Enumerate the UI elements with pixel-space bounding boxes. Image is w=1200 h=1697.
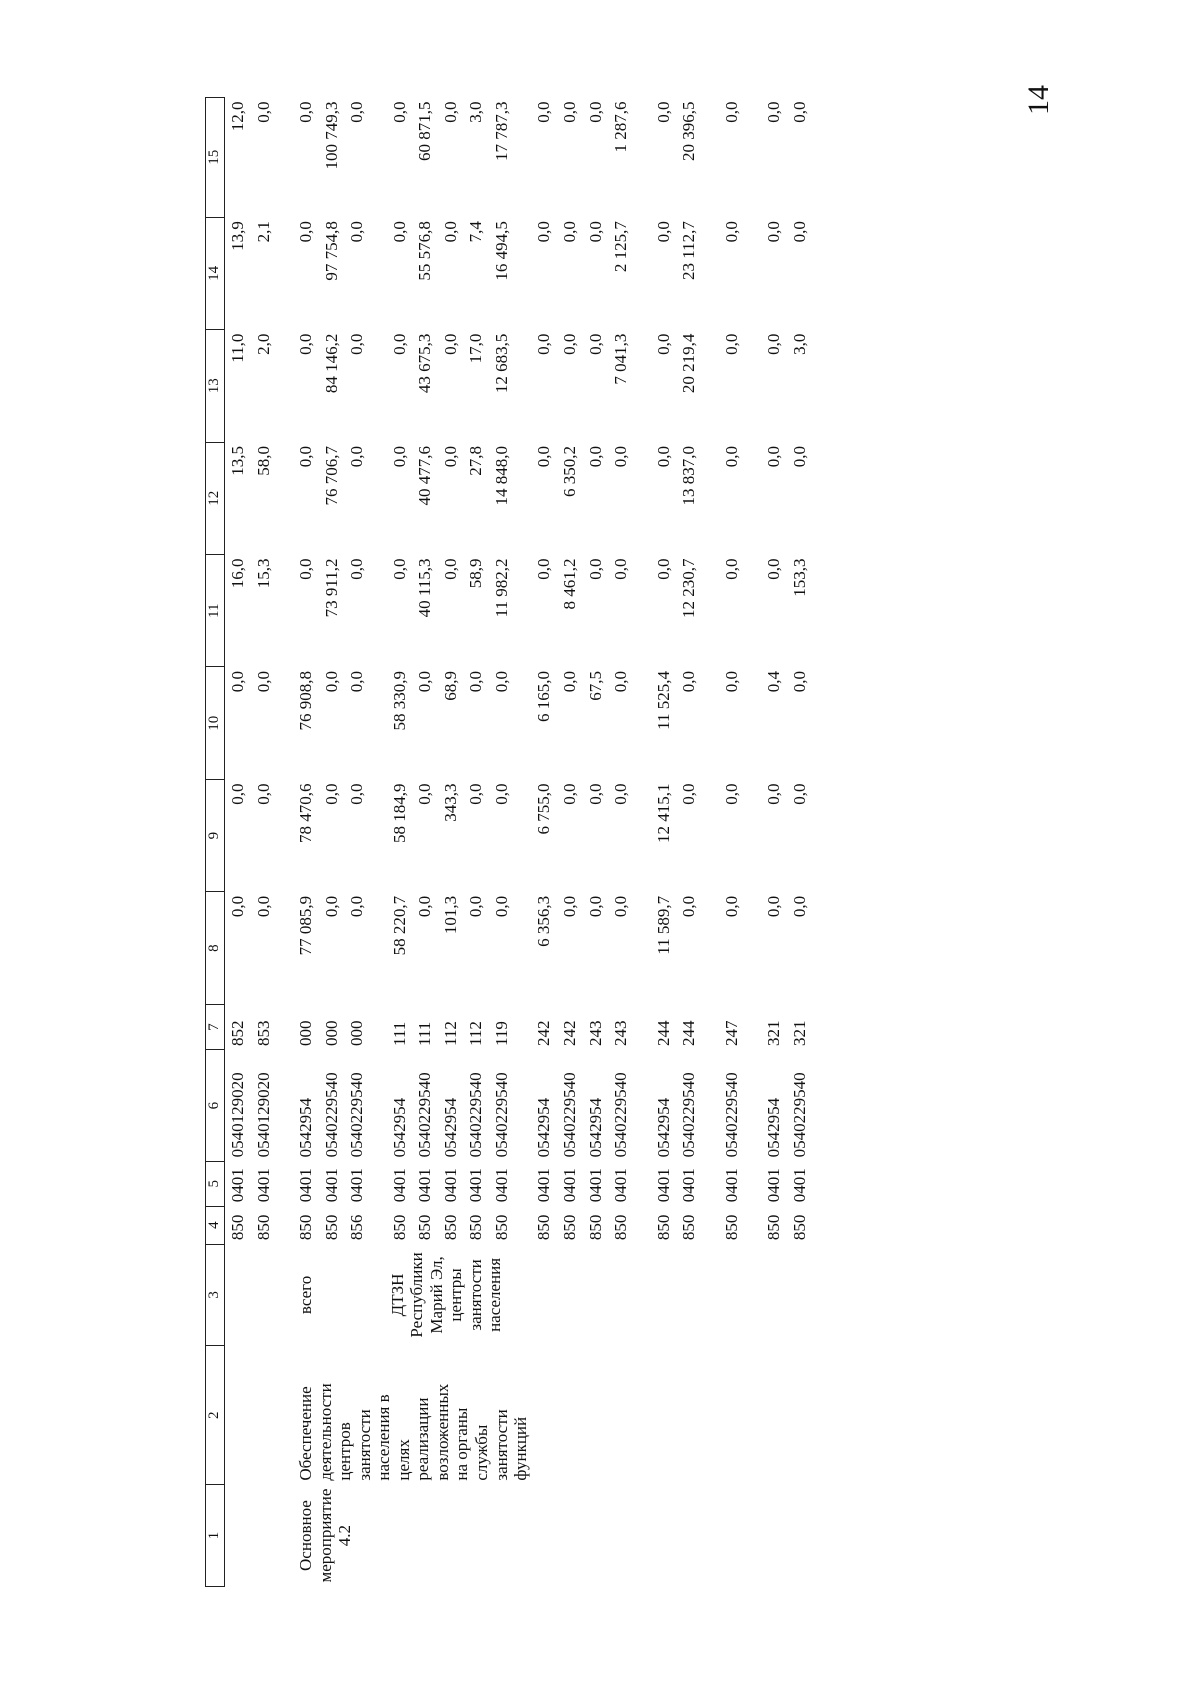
value-cell: 0,0 (347, 895, 367, 918)
value-cell: 12 415,1 (653, 783, 673, 843)
section-code: 0401 (764, 1168, 784, 1203)
value-cell: 6 350,2 (560, 446, 580, 498)
empty-cell (225, 1346, 277, 1485)
expense-type: 242 (560, 1020, 580, 1046)
value-cell: 0,0 (789, 783, 809, 805)
section-code: 0401 (491, 1168, 511, 1203)
value-cell: 67,5 (585, 670, 605, 701)
measure-name-line: деятельности (315, 1383, 335, 1481)
value-cell: 343,3 (440, 783, 460, 822)
value-cell: 27,8 (466, 446, 486, 476)
value-cell: 0,0 (347, 670, 367, 693)
column-header: 5 (206, 1161, 225, 1206)
target-article: 0540129020 (228, 1072, 247, 1158)
expense-type: 242 (534, 1020, 554, 1046)
value-cell: 101,3 (440, 895, 460, 935)
value-cell: 0,0 (389, 221, 409, 243)
value-cell: 0,0 (347, 558, 367, 580)
target-article: 0540229540 (466, 1072, 486, 1158)
value-cell: 0,0 (228, 783, 247, 805)
value-cell: 17 787,3 (491, 101, 511, 161)
value-cell: 16,0 (228, 558, 247, 589)
measure-name-line: занятости (354, 1409, 374, 1481)
value-cell: 0,0 (789, 895, 809, 918)
expense-type: 243 (585, 1020, 605, 1046)
value-cell: 0,0 (585, 101, 605, 123)
value-cell: 0,0 (534, 101, 554, 123)
column-header: 2 (206, 1346, 225, 1485)
target-article: 0542954 (296, 1097, 316, 1158)
value-cell: 0,0 (789, 221, 809, 243)
executor-line: центры (446, 1268, 466, 1322)
target-article: 0540229540 (679, 1072, 699, 1158)
value-cell: 0,0 (764, 895, 784, 918)
expense-type: 111 (415, 1021, 435, 1046)
value-cell: 77 085,9 (296, 895, 316, 956)
value-cell: 153,3 (789, 558, 809, 597)
value-cell: 0,0 (296, 101, 316, 123)
value-cell: 0,0 (764, 783, 784, 805)
value-cell: 58 330,9 (389, 670, 409, 731)
value-cell: 20 219,4 (679, 333, 699, 394)
column-header: 15 (206, 98, 225, 218)
section-code: 0401 (321, 1168, 341, 1203)
value-cell: 13 837,0 (679, 446, 699, 506)
value-cell: 0,0 (653, 558, 673, 580)
expense-type: 321 (789, 1020, 809, 1046)
expense-type: 852 (228, 1020, 247, 1046)
grbs-code: 850 (764, 1214, 784, 1241)
value-cell: 0,0 (491, 895, 511, 918)
expense-type: 000 (296, 1020, 316, 1046)
grbs-code: 850 (389, 1214, 409, 1241)
value-cell: 0,0 (389, 558, 409, 580)
value-cell: 0,0 (534, 333, 554, 355)
column-header: 10 (206, 667, 225, 779)
value-cell: 0,0 (389, 333, 409, 355)
expense-type: 321 (764, 1020, 784, 1046)
value-cell: 0,0 (296, 558, 316, 580)
value-cell: 0,0 (389, 101, 409, 123)
value-cell: 0,0 (253, 783, 273, 805)
expense-type: 112 (440, 1021, 460, 1046)
value-cell: 12,0 (228, 101, 247, 132)
value-cell: 0,0 (491, 670, 511, 693)
grbs-code: 850 (228, 1214, 247, 1241)
value-cell: 6 356,3 (534, 895, 554, 947)
expense-type: 244 (653, 1020, 673, 1046)
value-cell: 0,0 (466, 783, 486, 805)
value-cell: 0,0 (721, 783, 741, 805)
value-cell: 0,0 (679, 783, 699, 805)
column-header: 3 (206, 1244, 225, 1346)
measure-label: Основное мероприятие 4.2 (296, 1488, 355, 1583)
grbs-code: 850 (653, 1214, 673, 1241)
value-cell: 0,0 (721, 446, 741, 468)
grbs-code: 850 (321, 1214, 341, 1241)
expense-type: 119 (491, 1021, 511, 1046)
section-code: 0401 (389, 1168, 409, 1203)
value-cell: 0,0 (466, 895, 486, 918)
column-header: 13 (206, 330, 225, 442)
table-row (276, 98, 319, 1587)
value-cell: 0,0 (253, 101, 273, 123)
target-article: 0542954 (389, 1097, 409, 1158)
grbs-code: 850 (611, 1214, 631, 1241)
value-cell: 100 749,3 (321, 101, 341, 170)
column-header: 1 (206, 1485, 225, 1587)
value-cell: 0,0 (253, 895, 273, 918)
value-cell: 0,0 (440, 333, 460, 355)
table-body (225, 98, 813, 1587)
value-cell: 0,0 (560, 895, 580, 918)
value-cell: 0,0 (296, 333, 316, 355)
grbs-code: 850 (560, 1214, 580, 1241)
value-cell: 0,0 (440, 221, 460, 243)
value-cell: 58 220,7 (389, 895, 409, 956)
section-code: 0401 (585, 1168, 605, 1203)
value-cell: 0,0 (228, 895, 247, 918)
value-cell: 0,0 (585, 221, 605, 243)
value-cell: 0,0 (653, 221, 673, 243)
target-article: 0540229540 (611, 1072, 631, 1158)
value-cell: 0,0 (585, 783, 605, 805)
expense-type: 247 (721, 1020, 741, 1046)
value-cell: 23 112,7 (679, 221, 699, 280)
value-cell: 55 576,8 (415, 221, 435, 281)
value-cell: 0,0 (764, 558, 784, 580)
expense-type: 244 (679, 1020, 699, 1046)
empty-cell (225, 1485, 277, 1587)
value-cell: 0,0 (611, 895, 631, 918)
value-cell: 15,3 (253, 558, 273, 589)
value-cell: 0,0 (347, 783, 367, 805)
value-cell: 0,0 (585, 333, 605, 355)
value-cell: 6 755,0 (534, 783, 554, 835)
value-cell: 58 184,9 (389, 783, 409, 843)
value-cell: 0,0 (560, 101, 580, 123)
value-cell: 11 525,4 (653, 670, 673, 730)
value-cell: 0,0 (347, 333, 367, 355)
value-cell: 0,0 (721, 670, 741, 693)
executor-line: Республики (407, 1252, 427, 1338)
grbs-code: 850 (440, 1214, 460, 1241)
value-cell: 11 589,7 (653, 895, 673, 955)
measure-name-line: службы занятости (472, 1409, 511, 1481)
value-cell: 0,0 (347, 221, 367, 243)
measure-name-line: возложенных (432, 1383, 452, 1481)
value-cell: 0,0 (228, 670, 247, 693)
value-cell: 0,0 (653, 446, 673, 468)
value-cell: 0,0 (440, 101, 460, 123)
value-cell: 12 230,7 (679, 558, 699, 618)
executor-line: ДТЗН (387, 1273, 407, 1317)
value-cell: 7 041,3 (611, 333, 631, 385)
column-header: 11 (206, 555, 225, 667)
value-cell: 16 494,5 (491, 221, 511, 281)
value-cell: 0,0 (764, 446, 784, 468)
value-cell: 84 146,2 (321, 333, 341, 394)
expense-type: 000 (347, 1020, 367, 1046)
column-header: 8 (206, 892, 225, 1004)
value-cell: 3,0 (466, 101, 486, 123)
target-article: 0542954 (764, 1097, 784, 1158)
section-code: 0401 (560, 1168, 580, 1203)
measure-name-line: реализации (413, 1397, 433, 1481)
measure-name-line: на органы (452, 1407, 472, 1481)
value-cell: 0,0 (653, 101, 673, 123)
value-cell: 68,9 (440, 670, 460, 701)
value-cell: 0,0 (534, 558, 554, 580)
expense-type: 243 (611, 1020, 631, 1046)
section-code: 0401 (534, 1168, 554, 1203)
grbs-code: 850 (491, 1214, 511, 1241)
grbs-code: 850 (534, 1214, 554, 1241)
value-cell: 0,0 (679, 670, 699, 693)
value-cell: 0,0 (721, 221, 741, 243)
value-cell: 60 871,5 (415, 101, 435, 161)
value-cell: 0,0 (653, 333, 673, 355)
value-cell: 17,0 (466, 333, 486, 364)
value-cell: 0,0 (611, 670, 631, 693)
value-cell: 0,0 (789, 670, 809, 693)
expense-type: 112 (466, 1021, 486, 1046)
executor-line: Марий Эл, (426, 1256, 446, 1334)
target-article: 0542954 (585, 1097, 605, 1158)
value-cell: 0,0 (679, 895, 699, 918)
value-cell: 58,9 (466, 558, 486, 589)
value-cell: 2 125,7 (611, 221, 631, 273)
value-cell: 0,0 (440, 558, 460, 580)
value-cell: 6 165,0 (534, 670, 554, 722)
executor-total: всего (296, 1275, 316, 1315)
executor-line: населения (485, 1257, 505, 1332)
value-cell: 0,0 (321, 895, 341, 918)
expense-type: 853 (253, 1020, 273, 1046)
grbs-code: 850 (679, 1214, 699, 1241)
section-code: 0401 (415, 1168, 435, 1203)
page-number: 14 (1022, 85, 1055, 115)
section-code: 0401 (653, 1168, 673, 1203)
value-cell: 0,0 (611, 446, 631, 468)
value-cell: 0,0 (534, 221, 554, 243)
value-cell: 0,0 (534, 446, 554, 468)
value-cell: 0,0 (296, 221, 316, 243)
value-cell: 0,0 (721, 895, 741, 918)
grbs-code: 850 (789, 1214, 809, 1241)
measure-name-line: центров (335, 1422, 355, 1481)
value-cell: 0,0 (585, 558, 605, 580)
target-article: 0542954 (534, 1097, 554, 1158)
section-code: 0401 (347, 1168, 367, 1203)
value-cell: 0,0 (321, 670, 341, 693)
section-code: 0401 (679, 1168, 699, 1203)
section-code: 0401 (466, 1168, 486, 1203)
value-cell: 11,0 (228, 333, 247, 363)
empty-cell (225, 1244, 277, 1346)
value-cell: 0,0 (721, 333, 741, 355)
value-cell: 0,0 (789, 446, 809, 468)
grbs-code: 850 (296, 1214, 316, 1241)
value-cell: 13,9 (228, 221, 247, 251)
executor (276, 1244, 812, 1346)
grbs-code: 850 (585, 1214, 605, 1241)
column-header: 6 (206, 1050, 225, 1161)
value-cell: 3,0 (789, 333, 809, 355)
value-cell: 78 470,6 (296, 783, 316, 843)
header-row (206, 98, 225, 1587)
measure-name-line: Обеспечение (296, 1386, 316, 1481)
value-cell: 0,0 (389, 446, 409, 468)
value-cell: 97 754,8 (321, 221, 341, 281)
value-cell: 0,0 (415, 783, 435, 805)
measure-name-line: функций (511, 1416, 531, 1481)
value-cell: 2,0 (253, 333, 273, 355)
section-code: 0401 (611, 1168, 631, 1203)
value-cell: 0,0 (560, 333, 580, 355)
target-article: 0542954 (440, 1097, 460, 1158)
grbs-code: 850 (415, 1214, 435, 1241)
value-cell: 11 982,2 (491, 558, 511, 618)
section-code: 0401 (440, 1168, 460, 1203)
value-cell: 20 396,5 (679, 101, 699, 161)
value-cell: 73 911,2 (321, 558, 341, 618)
value-cell: 40 115,3 (415, 558, 435, 618)
value-cell: 0,0 (560, 670, 580, 693)
grbs-code: 856 (347, 1214, 367, 1241)
value-cell: 8 461,2 (560, 558, 580, 610)
column-header: 9 (206, 779, 225, 891)
column-header: 12 (206, 442, 225, 554)
value-cell: 0,0 (789, 101, 809, 123)
measure-name (276, 1346, 812, 1485)
value-cell: 76 706,7 (321, 446, 341, 506)
value-cell: 0,0 (491, 783, 511, 805)
value-cell: 0,0 (560, 221, 580, 243)
measure-name-line: населения в целях (374, 1394, 413, 1481)
value-cell: 43 675,3 (415, 333, 435, 394)
target-article: 0540229540 (491, 1072, 511, 1158)
value-cell: 0,0 (466, 670, 486, 693)
value-cell: 0,0 (415, 670, 435, 693)
target-article: 0540229540 (789, 1072, 809, 1158)
value-cell: 0,0 (721, 101, 741, 123)
column-header: 4 (206, 1206, 225, 1244)
value-cell: 0,0 (611, 783, 631, 805)
target-article: 0540229540 (415, 1072, 435, 1158)
value-cell: 7,4 (466, 221, 486, 243)
value-cell: 0,4 (764, 670, 784, 693)
target-article: 0540229540 (321, 1072, 341, 1158)
section-code: 0401 (253, 1168, 273, 1203)
value-cell: 0,0 (764, 101, 784, 123)
value-cell: 0,0 (347, 101, 367, 123)
target-article: 0540229540 (721, 1072, 741, 1158)
section-code: 0401 (721, 1168, 741, 1203)
value-cell: 0,0 (321, 783, 341, 805)
section-code: 0401 (228, 1168, 247, 1203)
grbs-code: 850 (253, 1214, 273, 1241)
value-cell: 2,1 (253, 221, 273, 243)
value-cell: 76 908,8 (296, 670, 316, 731)
table-row (225, 98, 251, 1587)
value-cell: 12 683,5 (491, 333, 511, 394)
value-cell: 1 287,6 (611, 101, 631, 153)
grbs-code: 850 (721, 1214, 741, 1241)
value-cell: 0,0 (440, 446, 460, 468)
section-code: 0401 (296, 1168, 316, 1203)
value-cell: 0,0 (585, 446, 605, 468)
column-header: 7 (206, 1004, 225, 1050)
budget-table (205, 97, 812, 1587)
value-cell: 58,0 (253, 446, 273, 476)
value-cell: 0,0 (764, 221, 784, 243)
expense-type: 000 (321, 1020, 341, 1046)
executor-line: занятости (465, 1259, 485, 1331)
value-cell: 0,0 (253, 670, 273, 693)
value-cell: 0,0 (347, 446, 367, 468)
target-article: 0540229540 (560, 1072, 580, 1158)
target-article: 0540229540 (347, 1072, 367, 1158)
column-header: 14 (206, 217, 225, 329)
section-code: 0401 (789, 1168, 809, 1203)
value-cell: 0,0 (611, 558, 631, 580)
grbs-code: 850 (466, 1214, 486, 1241)
value-cell: 40 477,6 (415, 446, 435, 506)
target-article: 0542954 (653, 1097, 673, 1158)
value-cell: 14 848,0 (491, 446, 511, 506)
value-cell: 0,0 (721, 558, 741, 580)
value-cell: 0,0 (764, 333, 784, 355)
value-cell: 0,0 (560, 783, 580, 805)
value-cell: 0,0 (415, 895, 435, 918)
target-article: 0540129020 (253, 1072, 273, 1158)
value-cell: 0,0 (296, 446, 316, 468)
expense-type: 111 (389, 1021, 409, 1046)
value-cell: 13,5 (228, 446, 247, 476)
value-cell: 0,0 (585, 895, 605, 918)
